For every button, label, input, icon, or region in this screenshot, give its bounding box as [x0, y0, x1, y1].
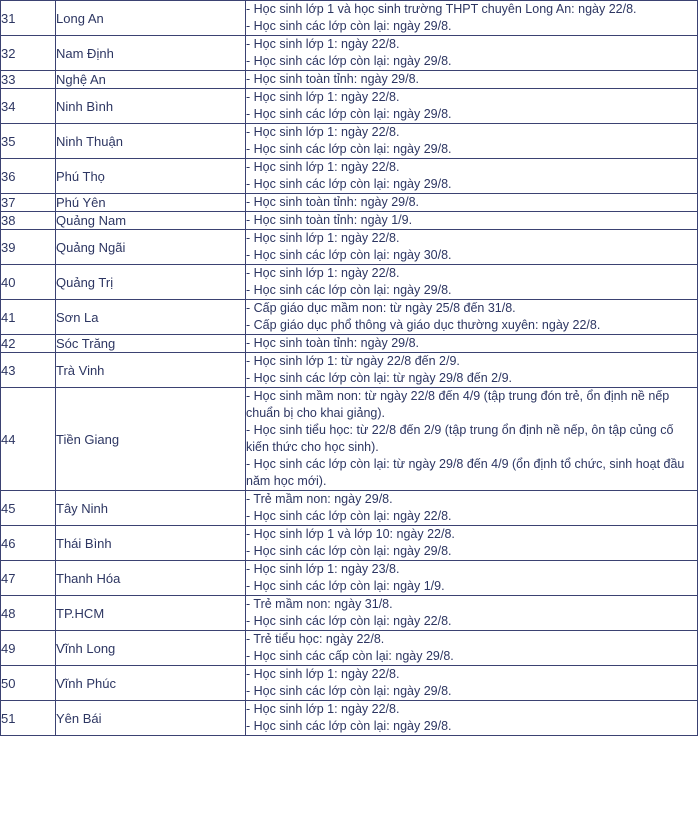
schedule-detail-line: - Học sinh lớp 1: ngày 23/8. — [246, 562, 400, 576]
row-index-cell: 34 — [1, 89, 56, 124]
schedule-detail-cell — [246, 701, 698, 736]
row-index-cell: 46 — [1, 526, 56, 561]
table-row — [1, 526, 698, 561]
table-row — [1, 194, 698, 212]
province-name-cell: Sơn La — [56, 300, 246, 335]
table-row — [1, 388, 698, 491]
schedule-detail-cell — [246, 71, 698, 89]
province-name-cell: Tây Ninh — [56, 491, 246, 526]
schedule-detail-cell — [246, 265, 698, 300]
schedule-detail-line: - Học sinh toàn tỉnh: ngày 29/8. — [246, 72, 420, 86]
schedule-detail-cell — [246, 631, 698, 666]
province-name-cell: Tiền Giang — [56, 388, 246, 491]
schedule-detail-line: - Cấp giáo dục phổ thông và giáo dục thường xuyên: ngày 22/8. — [246, 318, 601, 332]
schedule-detail-line: - Trẻ tiểu học: ngày 22/8. — [246, 632, 385, 646]
schedule-detail-line: - Học sinh lớp 1: ngày 22/8. — [246, 266, 400, 280]
table-row — [1, 1, 698, 36]
schedule-detail-cell — [246, 388, 698, 491]
row-index-cell: 49 — [1, 631, 56, 666]
schedule-detail-cell — [246, 159, 698, 194]
schedule-detail-cell — [246, 212, 698, 230]
schedule-detail-line: - Học sinh toàn tỉnh: ngày 1/9. — [246, 213, 413, 227]
schedule-detail-line: - Học sinh mầm non: từ ngày 22/8 đến 4/9 (tập trung đón trẻ, ổn định nề nếp chuẩn bị cho khai giảng). — [246, 389, 670, 420]
province-name-cell: Nam Định — [56, 36, 246, 71]
province-name-cell: TP.HCM — [56, 596, 246, 631]
schedule-detail-line: - Học sinh các lớp còn lại: ngày 30/8. — [246, 248, 452, 262]
schedule-detail-line: - Học sinh lớp 1: ngày 22/8. — [246, 667, 400, 681]
schedule-detail-line: - Học sinh các lớp còn lại: ngày 29/8. — [246, 177, 452, 191]
province-name-cell: Vĩnh Long — [56, 631, 246, 666]
table-row — [1, 631, 698, 666]
row-index-cell: 48 — [1, 596, 56, 631]
schedule-detail-cell — [246, 353, 698, 388]
schedule-detail-line: - Học sinh các lớp còn lại: ngày 1/9. — [246, 579, 445, 593]
schedule-detail-cell — [246, 36, 698, 71]
schedule-detail-line: - Học sinh lớp 1: từ ngày 22/8 đến 2/9. — [246, 354, 460, 368]
province-name-cell: Phú Yên — [56, 194, 246, 212]
row-index-cell: 40 — [1, 265, 56, 300]
row-index-cell: 43 — [1, 353, 56, 388]
province-name-cell: Quảng Ngãi — [56, 230, 246, 265]
table-row — [1, 353, 698, 388]
schedule-detail-cell — [246, 1, 698, 36]
schedule-detail-cell — [246, 89, 698, 124]
schedule-detail-line: - Học sinh lớp 1: ngày 22/8. — [246, 160, 400, 174]
schedule-detail-line: - Học sinh lớp 1: ngày 22/8. — [246, 231, 400, 245]
schedule-detail-line: - Học sinh lớp 1 và lớp 10: ngày 22/8. — [246, 527, 455, 541]
schedule-detail-line: - Cấp giáo dục mầm non: từ ngày 25/8 đến 31/8. — [246, 301, 516, 315]
schedule-detail-cell — [246, 335, 698, 353]
schedule-detail-line: - Học sinh các lớp còn lại: ngày 29/8. — [246, 684, 452, 698]
province-name-cell: Ninh Thuận — [56, 124, 246, 159]
province-name-cell: Quảng Nam — [56, 212, 246, 230]
table-row — [1, 300, 698, 335]
schedule-detail-line: - Học sinh các lớp còn lại: ngày 29/8. — [246, 283, 452, 297]
table-row — [1, 335, 698, 353]
schedule-detail-line: - Học sinh các lớp còn lại: ngày 29/8. — [246, 142, 452, 156]
schedule-detail-cell — [246, 526, 698, 561]
province-name-cell: Sóc Trăng — [56, 335, 246, 353]
table-row — [1, 265, 698, 300]
table-row — [1, 159, 698, 194]
province-name-cell: Vĩnh Phúc — [56, 666, 246, 701]
row-index-cell: 36 — [1, 159, 56, 194]
province-name-cell: Nghệ An — [56, 71, 246, 89]
schedule-detail-line: - Học sinh các lớp còn lại: ngày 29/8. — [246, 54, 452, 68]
schedule-detail-cell — [246, 666, 698, 701]
table-row — [1, 212, 698, 230]
schedule-detail-line: - Trẻ mầm non: ngày 31/8. — [246, 597, 393, 611]
province-name-cell: Trà Vinh — [56, 353, 246, 388]
schedule-detail-line: - Học sinh các lớp còn lại: từ ngày 29/8 đến 2/9. — [246, 371, 513, 385]
province-name-cell: Thái Bình — [56, 526, 246, 561]
row-index-cell: 39 — [1, 230, 56, 265]
schedule-detail-line: - Học sinh lớp 1: ngày 22/8. — [246, 90, 400, 104]
province-name-cell: Ninh Bình — [56, 89, 246, 124]
schedule-detail-cell — [246, 230, 698, 265]
schedule-detail-line: - Học sinh các lớp còn lại: từ ngày 29/8 đến 4/9 (ổn định tổ chức, sinh hoạt đầu năm học mới). — [246, 457, 685, 488]
schedule-detail-line: - Học sinh các lớp còn lại: ngày 22/8. — [246, 509, 452, 523]
row-index-cell: 45 — [1, 491, 56, 526]
schedule-detail-line: - Học sinh các lớp còn lại: ngày 29/8. — [246, 19, 452, 33]
schedule-detail-cell — [246, 561, 698, 596]
province-name-cell: Long An — [56, 1, 246, 36]
table-row — [1, 89, 698, 124]
schedule-detail-cell — [246, 596, 698, 631]
table-row — [1, 230, 698, 265]
row-index-cell: 32 — [1, 36, 56, 71]
schedule-detail-line: - Học sinh các cấp còn lại: ngày 29/8. — [246, 649, 454, 663]
schedule-detail-cell — [246, 300, 698, 335]
table-row — [1, 124, 698, 159]
row-index-cell: 37 — [1, 194, 56, 212]
table-row — [1, 701, 698, 736]
schedule-detail-line: - Học sinh các lớp còn lại: ngày 29/8. — [246, 107, 452, 121]
schedule-detail-line: - Học sinh lớp 1: ngày 22/8. — [246, 702, 400, 716]
schedule-detail-cell — [246, 124, 698, 159]
row-index-cell: 35 — [1, 124, 56, 159]
schedule-detail-line: - Trẻ mầm non: ngày 29/8. — [246, 492, 393, 506]
table-row — [1, 36, 698, 71]
table-body — [1, 1, 698, 736]
table-row — [1, 561, 698, 596]
schedule-detail-line: - Học sinh lớp 1 và học sinh trường THPT chuyên Long An: ngày 22/8. — [246, 2, 637, 16]
schedule-detail-line: - Học sinh toàn tỉnh: ngày 29/8. — [246, 336, 420, 350]
schedule-detail-line: - Học sinh các lớp còn lại: ngày 29/8. — [246, 719, 452, 733]
row-index-cell: 41 — [1, 300, 56, 335]
schedule-detail-line: - Học sinh tiểu học: từ 22/8 đến 2/9 (tập trung ổn định nề nếp, ôn tập củng cố kiến thức cho học sinh). — [246, 423, 674, 454]
row-index-cell: 50 — [1, 666, 56, 701]
province-name-cell: Thanh Hóa — [56, 561, 246, 596]
province-name-cell: Quảng Trị — [56, 265, 246, 300]
row-index-cell: 47 — [1, 561, 56, 596]
schedule-detail-line: - Học sinh các lớp còn lại: ngày 22/8. — [246, 614, 452, 628]
schedule-detail-cell — [246, 194, 698, 212]
row-index-cell: 38 — [1, 212, 56, 230]
row-index-cell: 33 — [1, 71, 56, 89]
schedule-detail-line: - Học sinh lớp 1: ngày 22/8. — [246, 37, 400, 51]
row-index-cell: 44 — [1, 388, 56, 491]
table-row — [1, 666, 698, 701]
province-name-cell: Yên Bái — [56, 701, 246, 736]
row-index-cell: 51 — [1, 701, 56, 736]
table-row — [1, 71, 698, 89]
schedule-detail-cell — [246, 491, 698, 526]
table-row — [1, 596, 698, 631]
row-index-cell: 31 — [1, 1, 56, 36]
schedule-detail-line: - Học sinh các lớp còn lại: ngày 29/8. — [246, 544, 452, 558]
schedule-detail-line: - Học sinh lớp 1: ngày 22/8. — [246, 125, 400, 139]
schedule-detail-line: - Học sinh toàn tỉnh: ngày 29/8. — [246, 195, 420, 209]
row-index-cell: 42 — [1, 335, 56, 353]
province-name-cell: Phú Thọ — [56, 159, 246, 194]
table-row — [1, 491, 698, 526]
